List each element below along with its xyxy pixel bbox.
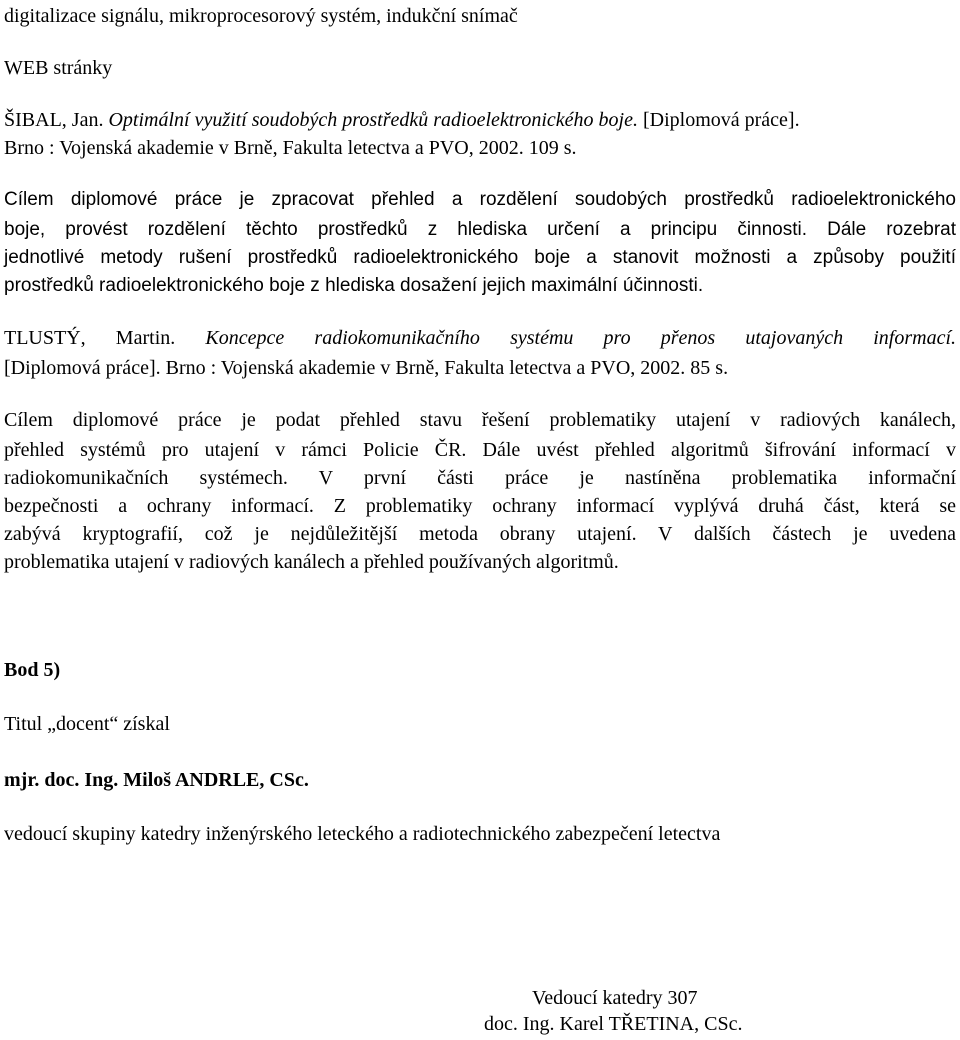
section-heading: Bod 5) xyxy=(4,659,61,681)
reference-line-2: [Diplomová práce]. Brno : Vojenská akademie v Brně, Fakulta letectva a PVO, 2002. 85 s. xyxy=(4,357,729,379)
abstract-line: bezpečnosti a ochrany informací. Z problematiky ochrany informací vyplývá druhá část, která se xyxy=(4,495,956,517)
awardee-name: mjr. doc. Ing. Miloš ANDRLE, CSc. xyxy=(4,769,309,791)
title-awarded-line: Titul „docent“ získal xyxy=(4,713,170,735)
abstract-line: boje, provést rozdělení těchto prostředků z hlediska určení a principu činnosti. Dále rozebrat xyxy=(4,219,956,240)
reference-line-1 xyxy=(4,326,956,350)
abstract-line: jednotlivé metody rušení prostředků radioelektronického boje a stanovit možnosti a způsoby použití xyxy=(4,247,956,268)
abstract-line: prostředků radioelektronického boje z hlediska dosažení jejich maximální účinnosti. xyxy=(4,275,704,296)
abstract-line: přehled systémů pro utajení v rámci Policie ČR. Dále uvést přehled algoritmů šifrování informací v xyxy=(4,439,956,461)
signature-role: Vedoucí katedry 307 xyxy=(532,987,698,1009)
reference-line-2: Brno : Vojenská akademie v Brně, Fakulta letectva a PVO, 2002. 109 s. xyxy=(4,137,577,159)
abstract-line: Cílem diplomové práce je zpracovat přehled a rozdělení soudobých prostředků radioelektronického xyxy=(4,189,956,210)
keywords-line: digitalizace signálu, mikroprocesorový systém, indukční snímač xyxy=(4,5,518,27)
reference-line-1 xyxy=(4,108,800,132)
awardee-position: vedoucí skupiny katedry inženýrského leteckého a radiotechnického zabezpečení letectva xyxy=(4,823,721,845)
signature-name: doc. Ing. Karel TŘETINA, CSc. xyxy=(484,1013,743,1035)
abstract-line: zabývá kryptografií, což je nejdůležitější metoda obrany utajení. V dalších částech je uvedena xyxy=(4,523,956,545)
reference-title: Koncepce radiokomunikačního systému pro přenos utajovaných informací. xyxy=(205,327,957,349)
abstract-line: problematika utajení v radiových kanálech a přehled používaných algoritmů. xyxy=(4,551,619,573)
abstract-line: radiokomunikačních systémech. V první části práce je nastíněna problematika informační xyxy=(4,467,956,489)
reference-author: TLUSTÝ, Martin. xyxy=(4,327,176,349)
abstract-line: Cílem diplomové práce je podat přehled stavu řešení problematiky utajení v radiových kanálech, xyxy=(4,409,956,431)
web-pages-line: WEB stránky xyxy=(4,57,113,79)
reference-title: Optimální využití soudobých prostředků radioelektronického boje. xyxy=(108,109,638,131)
reference-author: ŠIBAL, Jan. xyxy=(4,109,104,131)
reference-type: [Diplomová práce]. xyxy=(642,109,800,131)
